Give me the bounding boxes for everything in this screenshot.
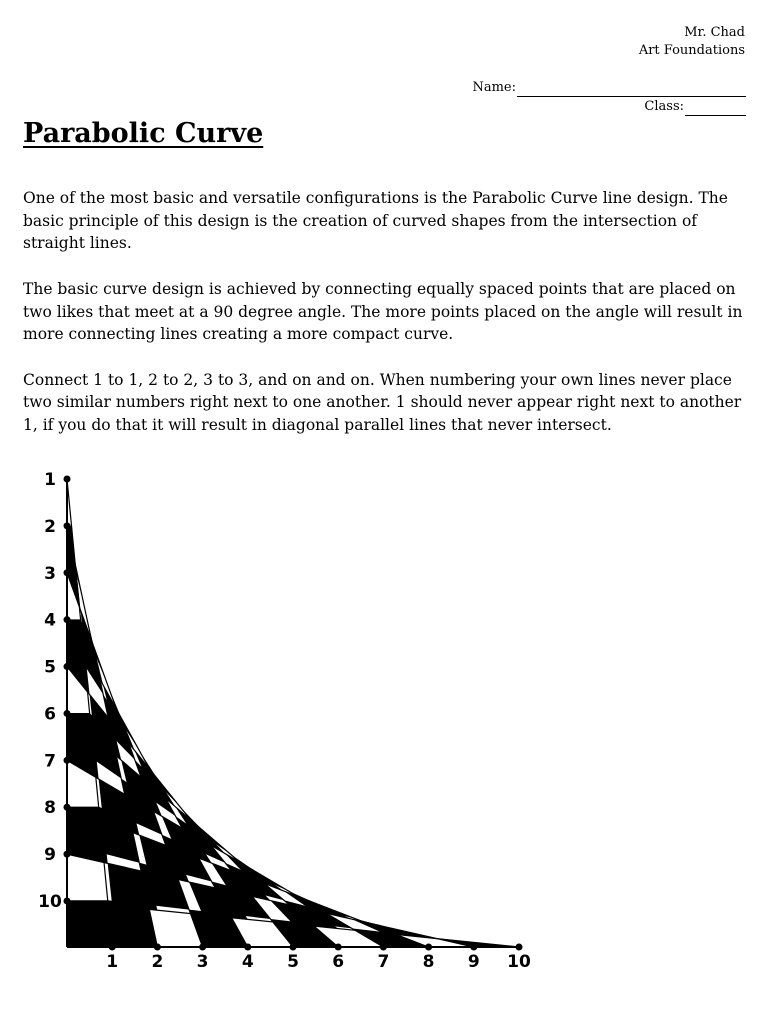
vertical-label: 7 (44, 751, 56, 772)
horizontal-label: 5 (287, 952, 299, 972)
class-field-row (472, 97, 746, 116)
vertical-point (64, 804, 71, 811)
horizontal-point (244, 944, 251, 951)
vertical-point (64, 757, 71, 764)
vertical-point (64, 569, 71, 576)
horizontal-point (290, 944, 297, 951)
horizontal-point (470, 944, 477, 951)
horizontal-label: 8 (422, 952, 435, 972)
class-label: Class: (644, 99, 684, 114)
vertical-label: 3 (44, 563, 56, 584)
class-field[interactable] (685, 102, 746, 116)
vertical-point (64, 851, 71, 858)
vertical-point (64, 710, 71, 717)
horizontal-point (335, 944, 342, 951)
horizontal-label: 6 (332, 952, 345, 972)
horizontal-label: 3 (196, 952, 209, 972)
horizontal-point (425, 944, 432, 951)
name-label: Name: (472, 80, 516, 95)
horizontal-point (154, 944, 161, 951)
vertical-point (64, 522, 71, 529)
vertical-point (64, 616, 71, 623)
horizontal-label: 9 (467, 952, 480, 972)
paragraph-method: The basic curve design is achieved by connecting equally spaced points that are placed on two likes that meet at a 90 degree angle. The more points placed on the angle will result in more connecting lines creating a more compact curve. (23, 279, 743, 344)
vertical-point (64, 898, 71, 905)
vertical-label: 4 (44, 610, 56, 631)
horizontal-label: 2 (151, 952, 164, 972)
parabolic-curve-figure (30, 462, 540, 982)
vertical-label: 2 (44, 516, 56, 537)
body-text (23, 187, 753, 459)
horizontal-label: 1 (106, 952, 119, 972)
header-info (639, 24, 745, 60)
horizontal-point (199, 944, 206, 951)
checker-cell (67, 900, 112, 947)
vertical-label: 8 (44, 798, 56, 819)
horizontal-point (380, 944, 387, 951)
teacher-name: Mr. Chad (684, 25, 745, 40)
course-name: Art Foundations (638, 43, 745, 58)
horizontal-label: 10 (507, 952, 531, 972)
vertical-point (64, 476, 71, 483)
vertical-label: 6 (44, 704, 56, 725)
horizontal-label: 7 (377, 952, 390, 972)
horizontal-label: 4 (241, 952, 254, 972)
name-field[interactable] (517, 83, 746, 97)
vertical-point (64, 663, 71, 670)
parabolic-curve-diagram (30, 462, 540, 986)
vertical-label: 10 (38, 892, 62, 912)
student-fields (472, 78, 746, 116)
vertical-label: 1 (44, 470, 56, 490)
paragraph-intro: One of the most basic and versatile configurations is the Parabolic Curve line design. The basic principle of this design is the creation of curved shapes from the intersection of straight lines. (23, 189, 728, 253)
name-field-row (472, 78, 746, 97)
paragraph-instructions: Connect 1 to 1, 2 to 2, 3 to 3, and on and on. When numbering your own lines never place two similar numbers right next to one another. 1 should never appear right next to another 1, if you do that it will result in diagonal parallel lines that never intersect. (23, 370, 742, 434)
horizontal-point (109, 944, 116, 951)
vertical-label: 9 (44, 845, 56, 866)
vertical-label: 5 (44, 657, 56, 678)
horizontal-point (516, 944, 523, 951)
page-title: Parabolic Curve (23, 118, 264, 149)
